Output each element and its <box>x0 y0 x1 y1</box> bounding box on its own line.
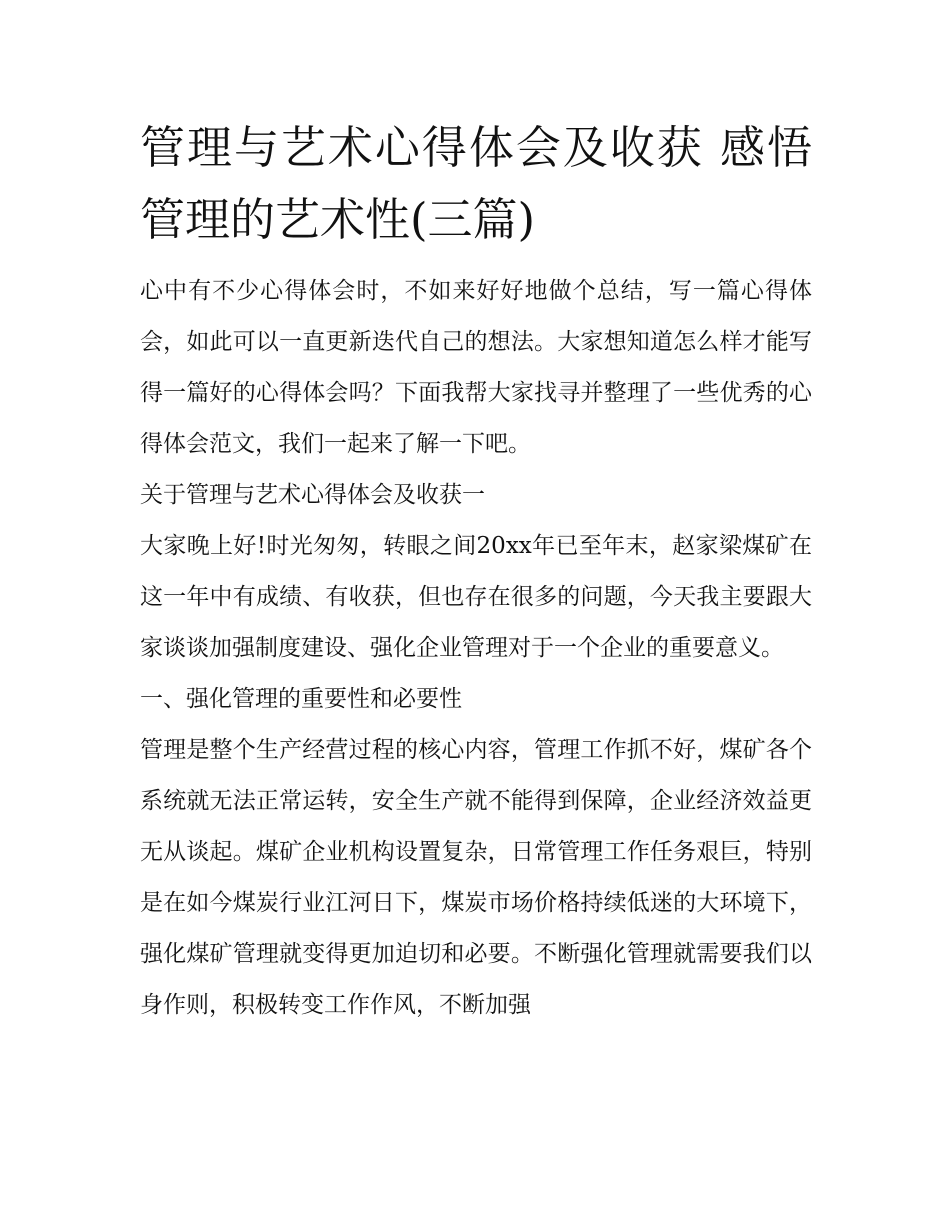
speech-paragraph: 大家晚上好!时光匆匆，转眼之间20xx年已至年末，赵家梁煤矿在这一年中有成绩、有收获，但也存在很多的问题，今天我主要跟大家谈谈加强制度建设、强化企业管理对于一个企业的重要意义。 <box>140 533 812 661</box>
title-spacing <box>140 256 812 266</box>
intro-paragraph: 心中有不少心得体会时，不如来好好地做个总结，写一篇心得体会，如此可以一直更新迭代自己的想法。大家想知道怎么样才能写得一篇好的心得体会吗？下面我帮大家找寻并整理了一些优秀的心得体会范文，我们一起来了解一下吧。 <box>140 278 812 457</box>
subsection-heading: 一、强化管理的重要性和必要性 <box>140 686 462 712</box>
section-heading-one: 关于管理与艺术心得体会及收获一 <box>140 482 485 508</box>
document-title: 管理与艺术心得体会及收获 感悟管理的艺术性(三篇) <box>140 121 812 246</box>
management-paragraph: 管理是整个生产经营过程的核心内容，管理工作抓不好，煤矿各个系统就无法正常运转，安全生产就不能得到保障，企业经济效益更无从谈起。煤矿企业机构设置复杂，日常管理工作任务艰巨，特别是在如今煤炭行业江河日下，煤炭市场价格持续低迷的大环境下，强化煤矿管理就变得更加迫切和必要。不断强化管理就需要我们以身作则，积极转变工作作风，不断加强 <box>140 737 812 1018</box>
document-body <box>140 112 812 1031</box>
